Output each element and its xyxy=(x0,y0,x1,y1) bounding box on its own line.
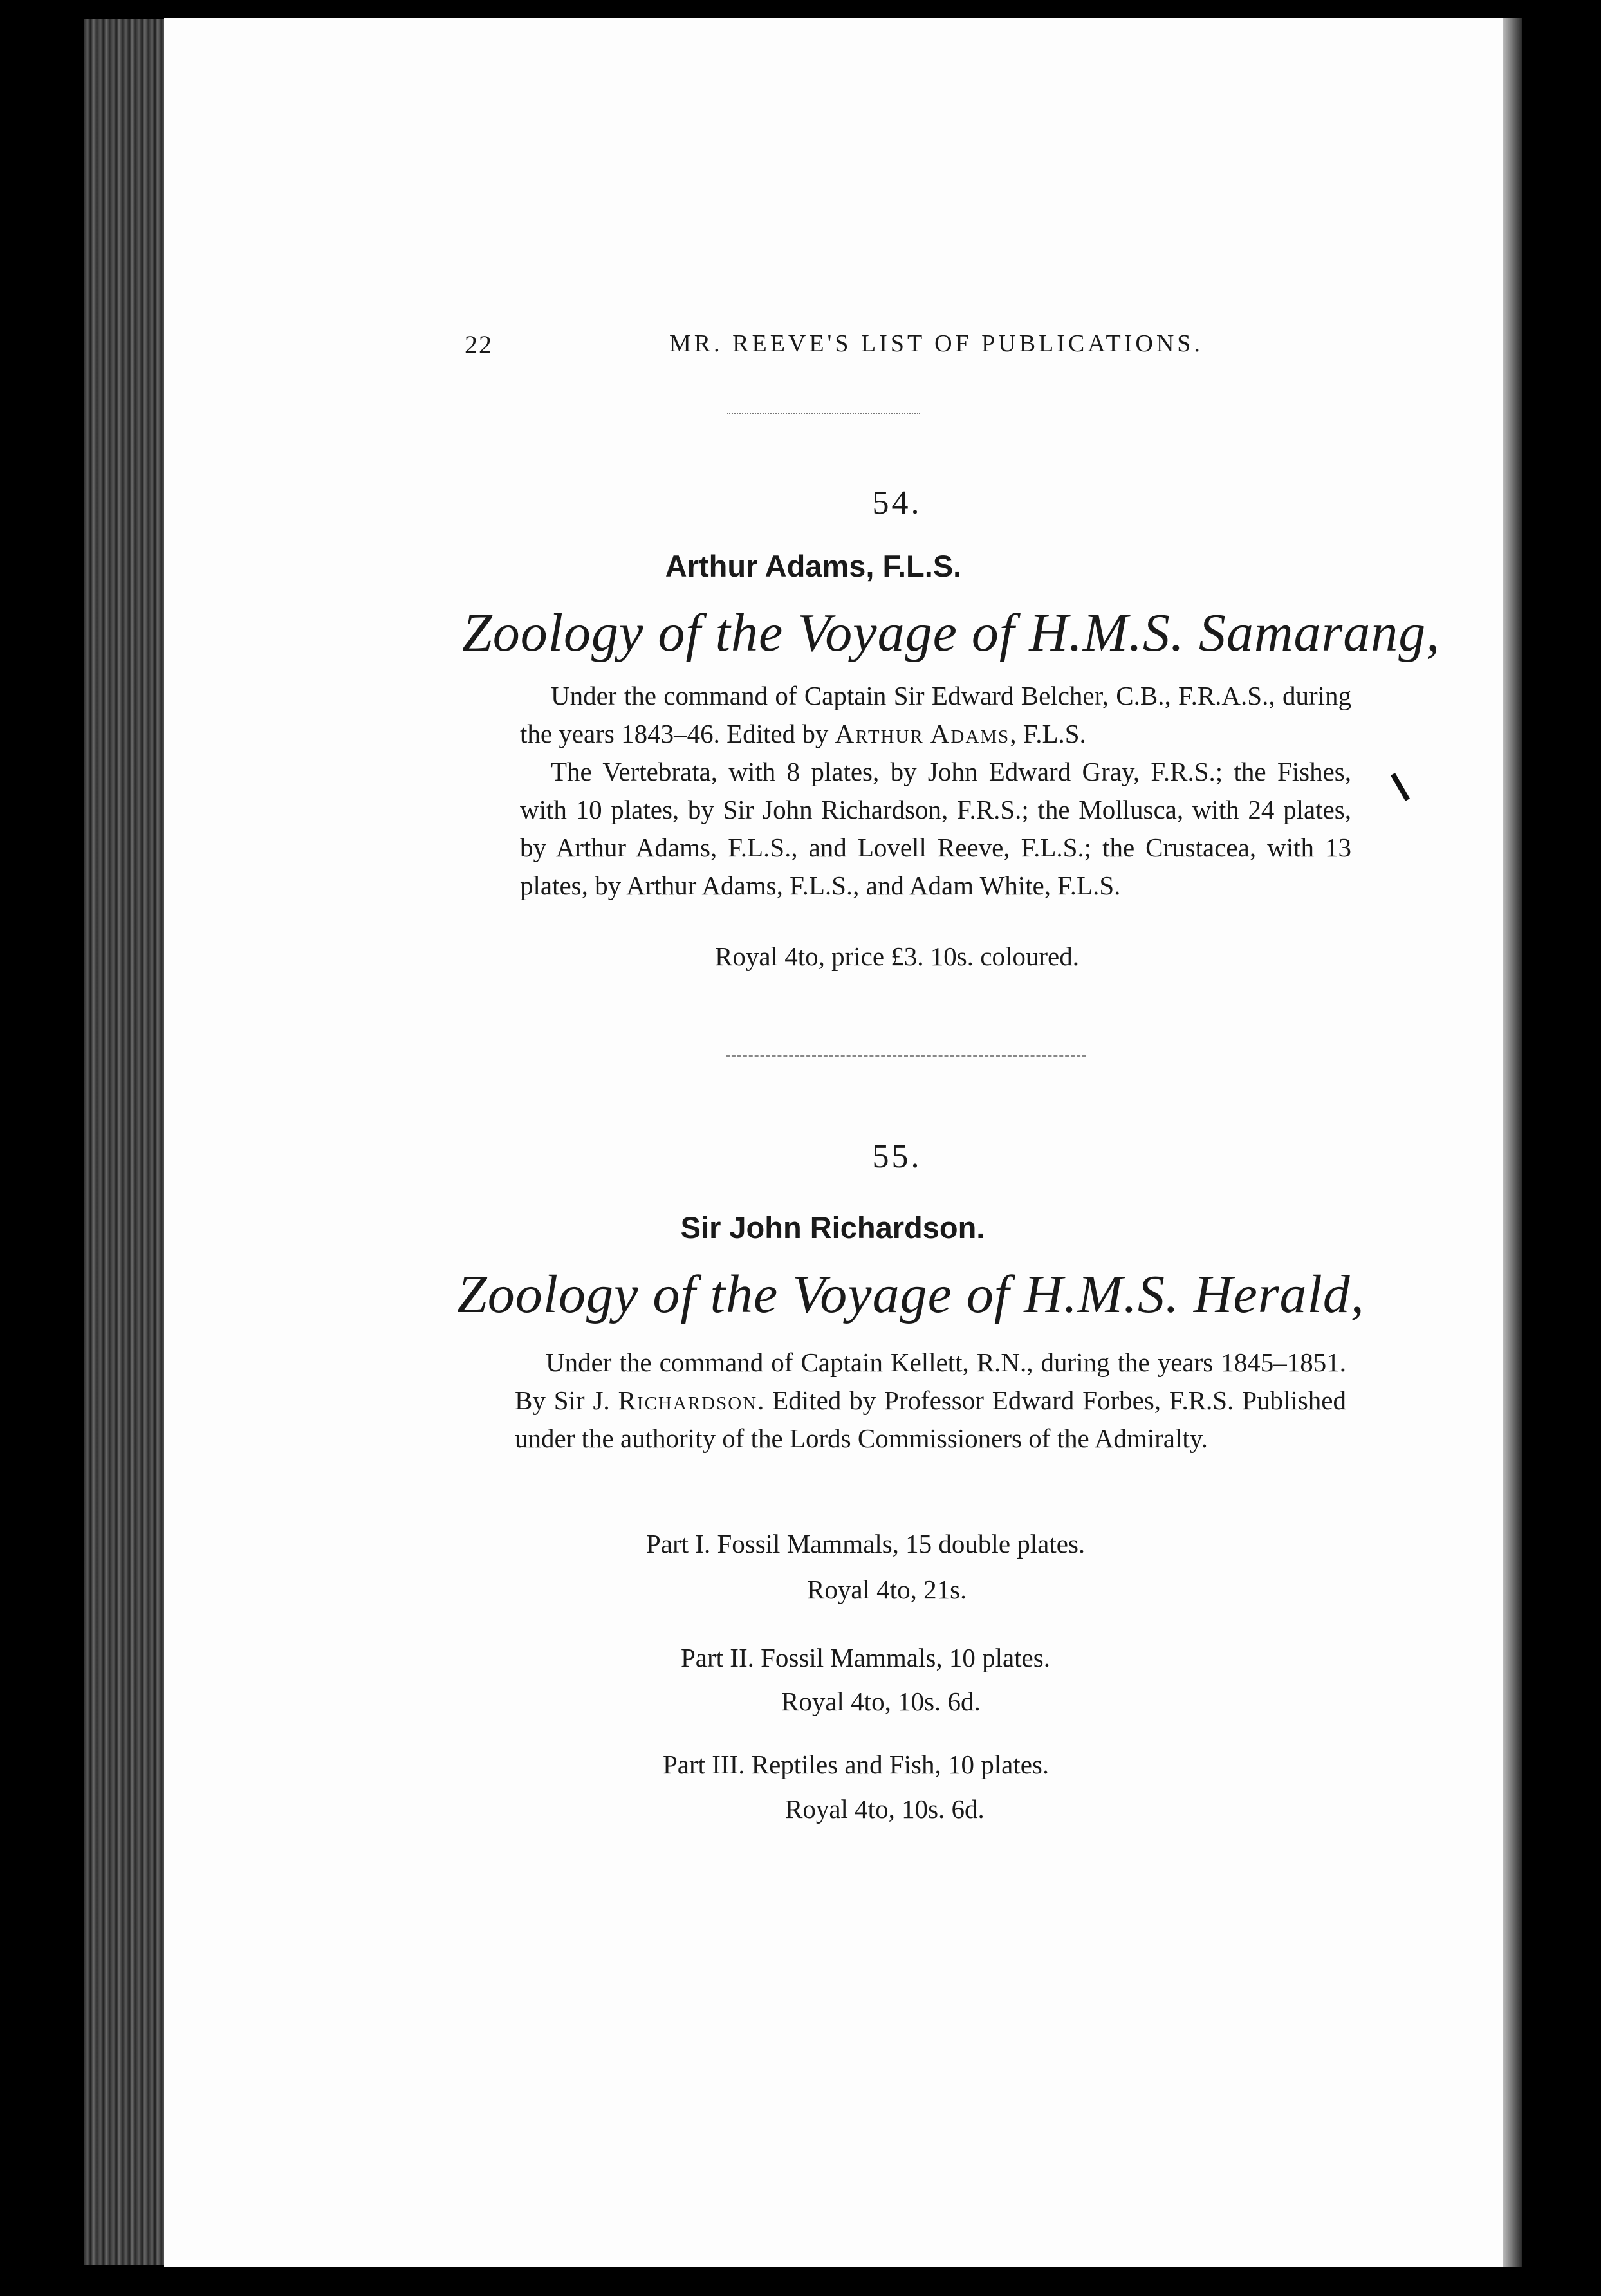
part-price-2: Royal 4to, 10s. 6d. xyxy=(781,1687,981,1716)
part-price-3: Royal 4to, 10s. 6d. xyxy=(785,1794,985,1824)
page-number: 22 xyxy=(465,330,493,359)
entry-title-54: Zoology of the Voyage of H.M.S. Samarang, xyxy=(462,603,1441,663)
entry-number-54: 54. xyxy=(872,485,922,521)
entry-author-54: Arthur Adams, F.L.S. xyxy=(665,549,962,583)
description-text: Under the command of Captain Sir Edward Belcher, C.B., F.R.A.S., during the years 1843–46. Edited by xyxy=(520,681,1351,748)
part-price-1: Royal 4to, 21s. xyxy=(807,1575,967,1604)
section-divider xyxy=(726,1055,1086,1057)
entry-description-54 xyxy=(520,677,1351,905)
entry-title-55: Zoology of the Voyage of H.M.S. Herald, xyxy=(457,1264,1365,1324)
contents-paragraph: The Vertebrata, with 8 plates, by John Edward Gray, F.R.S.; the Fishes, with 10 plates, by Sir John Richardson, F.R.S.; the Mollusca, with 24 plates, by Arthur Adams, F.L.S., and Lovell Reeve, F.L.S.; the Crustacea, with 13 plates, by Arthur Adams, F.L.S., and Adam White, F.L.S. xyxy=(520,757,1351,900)
part-title-2: Part II. Fossil Mammals, 10 plates. xyxy=(681,1643,1050,1672)
description-text: . Edited by Professor Edward Forbes, F.R.S. Published under the authority of the Lords Commissioners of the Admiralty. xyxy=(515,1385,1346,1453)
entry-price-54: Royal 4to, price £3. 10s. coloured. xyxy=(715,941,1079,971)
part-title-1: Part I. Fossil Mammals, 15 double plates. xyxy=(646,1529,1086,1559)
author-name: Richardson xyxy=(618,1385,758,1415)
header-rule xyxy=(727,413,920,414)
entry-number-55: 55. xyxy=(872,1138,922,1175)
running-title: MR. REEVE'S LIST OF PUBLICATIONS. xyxy=(669,330,1203,357)
entry-description-55 xyxy=(515,1344,1346,1458)
description-text: Under the command of Captain Kellett, R.N., during the years 1845–1851. By Sir J. xyxy=(515,1347,1346,1415)
editor-name: Arthur Adams xyxy=(835,719,1010,748)
description-text: , F.L.S. xyxy=(1010,719,1086,748)
entry-author-55: Sir John Richardson. xyxy=(680,1210,985,1245)
part-title-3: Part III. Reptiles and Fish, 10 plates. xyxy=(663,1750,1050,1779)
